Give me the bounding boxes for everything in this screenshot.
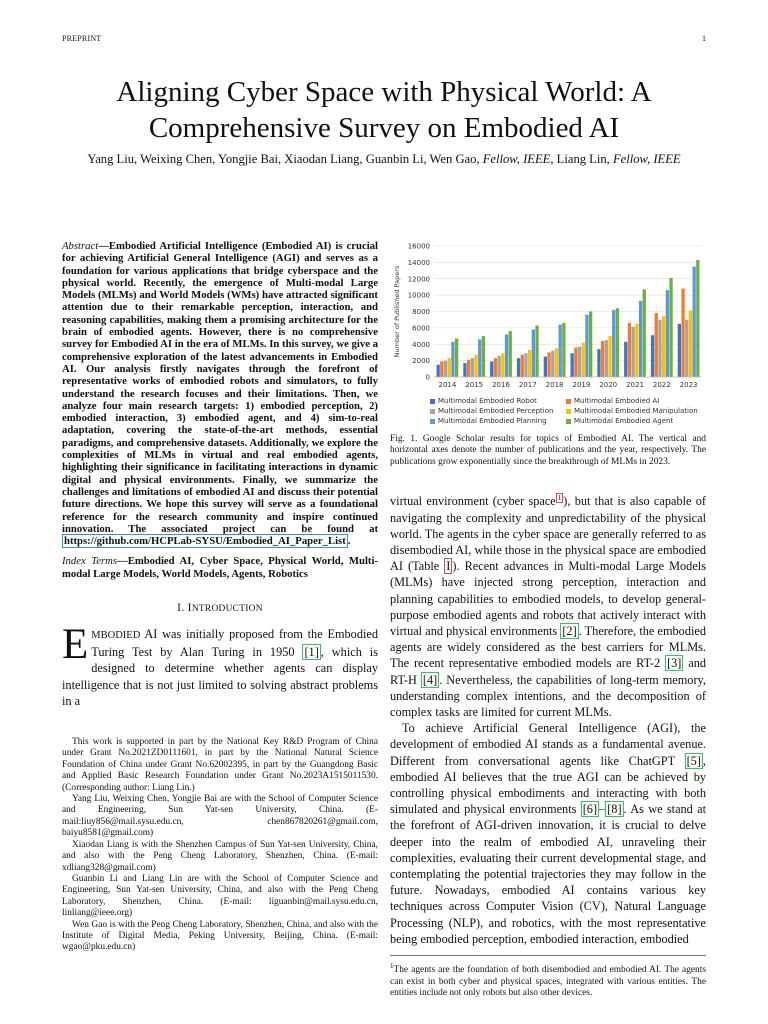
legend-label: Multimodal Embodied Planning — [438, 417, 547, 425]
intro-paragraph — [62, 621, 378, 709]
bar — [571, 353, 574, 377]
bar — [655, 313, 658, 377]
bar — [589, 312, 592, 378]
bar — [474, 355, 477, 377]
chart-legend — [430, 397, 706, 427]
bar — [505, 334, 508, 377]
bar — [517, 358, 520, 377]
bar — [471, 358, 474, 377]
footnote — [390, 955, 706, 999]
x-tick-label: 2019 — [572, 381, 591, 389]
citation-link[interactable]: [6] — [582, 802, 598, 817]
bar — [544, 357, 547, 377]
y-tick-label: 2000 — [412, 357, 430, 366]
index-terms-text: —Embodied AI, Cyber Space, Physical World, Multi-modal Large Models, World Models, Agents, Robotics — [62, 555, 379, 580]
legend-item — [566, 407, 702, 415]
footnote-paragraph: Xiaodan Liang is with the Shenzhen Campus of Sun Yat-sen University, China, and also with the Peng Cheng Laboratory, Shenzhen, China. (E-mail: xdliang328@gmail.com) — [62, 839, 378, 873]
bar — [482, 336, 485, 377]
body-text: To achieve Artificial General Intelligence (AGI), the development of embodied AI stands as a fundamental avenue. Different from conversational agents like ChatGPT — [390, 721, 706, 768]
legend-item — [430, 417, 566, 425]
legend-item — [566, 417, 702, 425]
footnote-paragraph: Yang Liu, Weixing Chen, Yongjie Bai are with the School of Computer Science and Engineering, Sun Yat-sen University, China. (E-mail:liuy856@mail.sysu.edu.cn, chen867820261@gmail.com, baiyu8581@gmail.com) — [62, 794, 378, 839]
bar — [608, 336, 611, 377]
drop-cap: E — [62, 621, 89, 669]
footnote-number: 1 — [390, 962, 394, 970]
body-text: . As we stand at the forefront of AGI-driven innovation, it is crucial to delve deeper into the realm of embodied AI, unraveling their complexities, evaluating their current developmental stage, and contemplating the potential trajectories they may follow in the future. Nowadays, embodied AI contains various key techniques across Computer Vision (CV), Natural Language Processing (NLP), and robotics, with the most representative being embodied perception, embodied interaction, embodied — [390, 802, 706, 946]
bar — [643, 289, 646, 377]
y-tick-label: 4000 — [412, 340, 430, 349]
bar — [651, 335, 654, 377]
body-text: , embodied AI believes that the true AGI can be achieved by controlling physical embodiments and interacting with both simulated and physical environments — [390, 753, 706, 817]
legend-label: Multimodal Embodied Perception — [438, 407, 554, 415]
bar — [632, 327, 635, 377]
legend-swatch — [430, 419, 435, 424]
bar — [448, 358, 451, 377]
index-terms — [62, 555, 378, 580]
citation-link[interactable]: [4] — [422, 672, 438, 687]
running-header: PREPRINT — [62, 34, 102, 43]
y-tick-label: 16000 — [407, 242, 430, 251]
right-body — [390, 490, 706, 947]
bar — [612, 310, 615, 377]
bar — [509, 331, 512, 377]
legend-swatch — [430, 399, 435, 404]
index-terms-label: Index Terms — [62, 555, 117, 568]
x-tick-label: 2015 — [465, 381, 484, 389]
x-tick-label: 2016 — [492, 381, 510, 389]
abstract — [62, 240, 378, 547]
y-tick-label: 14000 — [407, 258, 430, 267]
figure-1-chart — [390, 240, 706, 430]
x-tick-label: 2017 — [518, 381, 537, 389]
body-text: . Therefore, the embodied agents are widely considered as the best carriers for MLMs. The recent representative embodied models are RT-2 — [390, 623, 706, 671]
legend-item — [430, 397, 566, 405]
bar — [678, 324, 681, 377]
body-text: ). Recent advances in Multi-modal Large Models (MLMs) have injected strong perception, interaction and planning capabilities to embodied models, to develop general-purpose embodied agents and robots that actively interact with virtual and physical environments — [390, 559, 706, 638]
bar — [658, 320, 661, 377]
bar — [669, 278, 672, 377]
bar — [559, 325, 562, 377]
authors-text: , Liang Lin, — [550, 152, 610, 166]
bar — [437, 365, 440, 377]
bar — [578, 347, 581, 377]
bar — [498, 356, 501, 377]
section-title-initial: I — [187, 602, 192, 615]
bar — [524, 353, 527, 377]
abstract-text: —Embodied Artificial Intelligence (Embodied AI) is crucial for achieving Artificial General Intelligence (AGI) and serves as a foundation for various applications that bridge cyberspace and the physical world. Recently, the emergence of Multi-modal Large Models (MLMs) and World Models (WMs) have attracted significant attention due to their remarkable perception, interaction, and reasoning capabilities, making them a promising architecture for the brain of embodied agents. However, there is no comprehensive survey for Embodied AI in the era of MLMs. In this survey, we give a comprehensive exploration of the latest advancements in Embodied AI. Our analysis firstly navigates through the forefront of representative works of embodied robots and simulators, to fully understand the research focuses and their limitations. Then, we analyze four main research targets: 1) embodied perception, 2) embodied interaction, 3) embodied agent, and 4) sim-to-real adaptation, covering the state-of-the-art methods, essential paradigms, and comprehensive datasets. Additionally, we explore the complexities of MLMs in virtual and real embodied agents, highlighting their significance in facilitating interactions in dynamic digital and physical environments. Finally, we summarize the challenges and limitations of embodied AI and discuss their potential future directions. We hope this survey will serve as a foundational reference for the research community and inspire continued innovation. The associated project can be found at — [62, 240, 378, 535]
citation-link[interactable]: [3] — [667, 656, 682, 671]
authors-text: Yang Liu, Weixing Chen, Yongjie Bai, Xiaodan Liang, Guanbin Li, Wen Gao, — [87, 152, 480, 166]
y-axis-label: Number of Published Papers — [393, 265, 401, 358]
bar — [574, 348, 577, 377]
intro-text: AI was initially proposed from the Embodied Turing Test by Alan Turing in 1950 — [91, 627, 378, 660]
bar — [601, 341, 604, 377]
body-text: and RT-H — [390, 656, 706, 687]
bar — [547, 352, 550, 377]
figure-caption-text: Google Scholar results for topics of Embodied AI. The vertical and horizontal axes denote the number of publications and the year, respectively. The publications grow exponentially since the breakthrough of MLMs in 2023. — [390, 434, 706, 467]
figure-caption — [390, 434, 706, 468]
bar — [689, 311, 692, 377]
first-word: MBODIED — [91, 630, 141, 642]
paper-title: Aligning Cyber Space with Physical World: A Comprehensive Survey on Embodied AI — [116, 76, 652, 144]
figure-label: Fig. 1. — [390, 434, 418, 444]
section-numeral: I. — [177, 602, 185, 615]
bar — [635, 324, 638, 377]
legend-swatch — [566, 419, 571, 424]
bar — [562, 323, 565, 377]
legend-label: Multimodal Embodied Robot — [438, 397, 537, 405]
abstract-label: Abstract — [62, 240, 99, 252]
abstract-end: . — [347, 535, 351, 548]
y-tick-label: 0 — [425, 373, 430, 382]
author-footnotes — [62, 737, 378, 954]
y-tick-label: 8000 — [412, 308, 430, 316]
table-link[interactable]: I — [446, 559, 451, 574]
legend-label: Multimodal Embodied Manipulation — [574, 407, 698, 415]
bar — [451, 342, 454, 377]
bar — [521, 355, 524, 377]
legend-item — [566, 397, 702, 405]
bar — [467, 360, 470, 377]
bar-chart — [390, 240, 706, 398]
footnote-paragraph: This work is supported in part by the National Key R&D Program of China under Grant No.2021ZD0111601, in part by the National Natural Science Foundation of China under Grant No.62002395, in part by the Guangdong Basic and Applied Basic Research Foundation under Grant No.2023A1515011530. (Corresponding author: Liang Lin.) — [62, 737, 378, 793]
bar — [605, 340, 608, 377]
fellow-tag: Fellow, IEEE — [612, 152, 681, 166]
bar — [681, 289, 684, 377]
bar — [582, 343, 585, 377]
bar — [444, 361, 447, 377]
legend-swatch — [430, 409, 435, 414]
bar — [535, 325, 538, 377]
y-tick-label: 6000 — [412, 324, 430, 333]
bar — [685, 320, 688, 377]
intro-text: , which is designed to determine whether agents can display intelligence that is not just limited to solving abstract problems in a — [62, 645, 378, 708]
bar — [490, 361, 493, 377]
bar — [463, 363, 466, 377]
fellow-tag: Fellow, IEEE — [482, 152, 551, 166]
body-text: virtual environment (cyber space — [390, 494, 556, 509]
y-tick-label: 12000 — [407, 275, 430, 284]
x-tick-label: 2022 — [652, 381, 671, 389]
bar — [696, 260, 699, 377]
bar — [455, 339, 458, 377]
left-column — [62, 240, 378, 954]
section-heading — [62, 602, 378, 614]
legend-item — [430, 407, 566, 415]
y-tick-label: 10000 — [407, 291, 430, 300]
legend-swatch — [566, 399, 571, 404]
body-text: – — [599, 802, 606, 817]
bar — [501, 353, 504, 377]
footnote-paragraph: Wen Gao is with the Peng Cheng Laboratory, Shenzhen, China, and also with the Institute of Digital Media, Peking University, Beijing, China. (E-mail: wgao@pku.edu.cn) — [62, 919, 378, 953]
bar — [666, 290, 669, 377]
page-number: 1 — [702, 34, 706, 43]
bar — [551, 351, 554, 377]
body-text: . Nevertheless, the capabilities of long-term memory, understanding complex intentions, and the decomposition of complex tasks are limited for current MLMs. — [390, 672, 706, 719]
x-tick-label: 2018 — [545, 381, 564, 389]
x-tick-label: 2021 — [626, 381, 644, 389]
citation-link[interactable]: [2] — [562, 623, 577, 638]
legend-label: Multimodal Embodied Agent — [574, 417, 674, 425]
bar — [494, 358, 497, 377]
x-tick-label: 2014 — [438, 381, 457, 389]
footnote-text: The agents are the foundation of both disembodied and embodied AI. The agents can exist in both cyber and physical spaces, integrated with various entities. The entities include not only robots but also other devices. — [390, 965, 706, 998]
legend-label: Multimodal Embodied AI — [574, 397, 660, 405]
bar — [585, 315, 588, 377]
bar — [693, 266, 696, 377]
citation-link[interactable]: [8] — [607, 802, 622, 817]
section-title-rest: NTRODUCTION — [191, 604, 263, 615]
bar — [555, 348, 558, 377]
bar — [639, 301, 642, 377]
footnote-paragraph: Guanbin Li and Liang Lin are with the School of Computer Science and Engineering, Sun Yat-sen University, China, and also with the Peng Cheng Laboratory, Shenzhen, China. (E-mail: liguanbin@mail.sysu.edu.cn, linliang@ieee.org) — [62, 873, 378, 919]
bar — [532, 330, 535, 377]
bar — [616, 308, 619, 377]
x-tick-label: 2023 — [679, 381, 698, 389]
body-text: ), but that is also capable of navigating the complexity and unpredictability of the physical world. The agents in the cyber space are generally referred to as disembodied AI, while those in the physical space are embodied AI (Table — [390, 494, 706, 574]
bar — [662, 316, 665, 377]
bar — [440, 361, 443, 377]
project-link[interactable]: https://github.com/HCPLab-SYSU/Embodied_AI_Paper_List — [64, 535, 346, 548]
bar — [528, 350, 531, 377]
bar — [478, 339, 481, 377]
citation-link[interactable]: [1] — [304, 645, 319, 660]
body-paragraph — [390, 490, 706, 720]
bar — [628, 323, 631, 377]
x-tick-label: 2020 — [599, 381, 618, 389]
footnote-marker[interactable]: 1 — [557, 494, 562, 503]
right-column — [390, 240, 706, 999]
body-paragraph — [390, 720, 706, 947]
legend-swatch — [566, 409, 571, 414]
citation-link[interactable]: [5] — [686, 753, 701, 768]
bar — [597, 349, 600, 377]
author-list — [62, 150, 706, 168]
bar — [624, 342, 627, 377]
